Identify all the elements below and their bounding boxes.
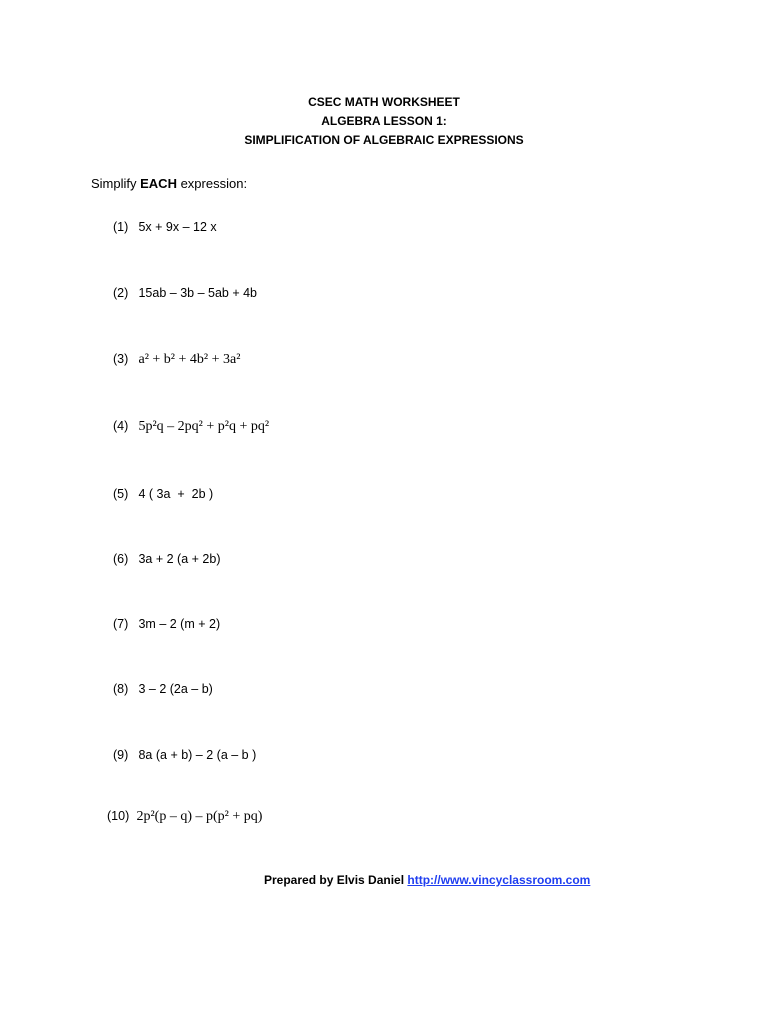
exercise-expression: 4 ( 3a + 2b ) <box>138 487 214 501</box>
exercise-item-9 <box>113 748 256 762</box>
exercise-expression: a² + b² + 4b² + 3a² <box>138 352 241 367</box>
exercise-expression: 3m – 2 (m + 2) <box>138 617 221 631</box>
footer-author: Prepared by Elvis Daniel <box>264 873 408 887</box>
exercise-expression: 5x + 9x – 12 x <box>138 220 217 234</box>
exercise-expression: 5p²q – 2pq² + p²q + pq² <box>138 419 270 434</box>
footer-link[interactable]: http://www.vincyclassroom.com <box>407 873 591 887</box>
exercise-item-1 <box>113 220 217 234</box>
worksheet-header <box>0 93 768 150</box>
header-lesson: ALGEBRA LESSON 1: <box>321 114 447 128</box>
exercise-item-10 <box>107 809 262 825</box>
header-topic: SIMPLIFICATION OF ALGEBRAIC EXPRESSIONS <box>244 133 524 147</box>
exercise-number: (7) <box>113 617 129 631</box>
exercise-item-5 <box>113 487 213 501</box>
instruction-text <box>91 176 247 191</box>
instruction-prefix: Simplify <box>91 176 141 191</box>
exercise-number: (10) <box>107 809 130 823</box>
exercise-number: (6) <box>113 552 129 566</box>
exercise-item-7 <box>113 617 220 631</box>
instruction-emphasis: EACH <box>140 176 177 191</box>
exercise-item-2 <box>113 286 257 300</box>
exercise-item-3 <box>113 352 240 368</box>
instruction-suffix: expression: <box>176 176 248 191</box>
exercise-item-6 <box>113 552 221 566</box>
exercise-number: (4) <box>113 419 129 433</box>
exercise-expression: 3 – 2 (2a – b) <box>138 682 213 696</box>
footer-credit <box>264 873 590 887</box>
exercise-number: (8) <box>113 682 129 696</box>
exercise-expression: 15ab – 3b – 5ab + 4b <box>138 286 257 300</box>
exercise-item-4 <box>113 419 269 435</box>
exercise-expression: 3a + 2 (a + 2b) <box>138 552 221 566</box>
exercise-expression: 2p²(p – q) – p(p² + pq) <box>136 809 263 824</box>
exercise-number: (1) <box>113 220 129 234</box>
exercise-number: (9) <box>113 748 129 762</box>
exercise-number: (5) <box>113 487 129 501</box>
exercise-number: (3) <box>113 352 129 366</box>
header-title: CSEC MATH WORKSHEET <box>308 95 460 109</box>
exercise-number: (2) <box>113 286 129 300</box>
exercise-item-8 <box>113 682 213 696</box>
exercise-expression: 8a (a + b) – 2 (a – b ) <box>138 748 257 762</box>
